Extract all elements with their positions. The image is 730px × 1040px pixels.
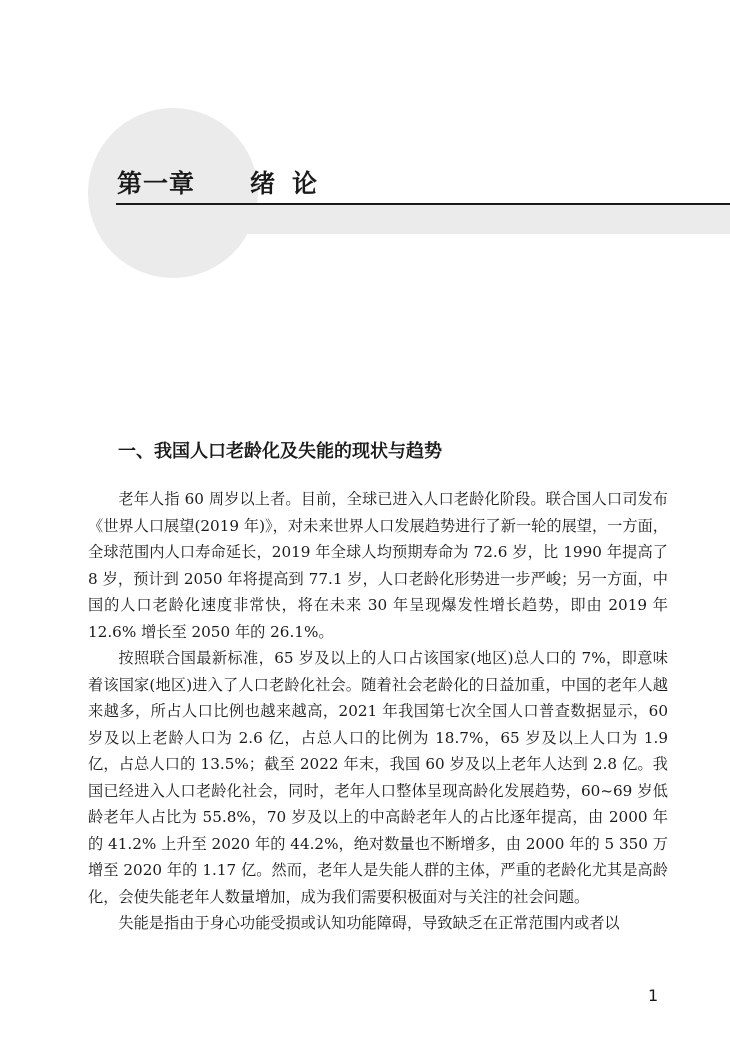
chapter-decoration-band <box>200 204 730 234</box>
chapter-label: 第一章 <box>117 169 196 198</box>
body-text <box>88 486 668 937</box>
chapter-rule <box>116 203 730 205</box>
paragraph: 失能是指由于身心功能受损或认知功能障碍，导致缺乏在正常范围内或者以 <box>118 914 620 932</box>
section-heading: 一、我国人口老龄化及失能的现状与趋势 <box>118 441 442 462</box>
page-number: 1 <box>648 986 659 1005</box>
paragraph: 按照联合国最新标准，65 岁及以上的人口占该国家(地区)总人口的 7%，即意味着该国家(地区)进入了人口老龄化社会。随着社会老龄化的日益加重，中国的老年人越来越多，所占人口比例也越来越高，2021 年我国第七次全国人口普查数据显示，60 岁及以上老龄人口为 2.6 亿，占总人口的比例为 18.7%，65 岁及以上人口为 1.9 亿，占总人口的 13.5%；截至 2022 年末，我国 60 岁及以上老年人达到 2.8 亿。我国已经进入人口老龄化社会，同时，老年人口整体呈现高龄化发展趋势，60~69 岁低龄老年人占比为 55.8%，70 岁及以上的中高龄老年人的占比逐年提高，由 2000 年的 41.2% 上升至 2020 年的 44.2%，绝对数量也不断增多，由 2000 年的 5 350 万增至 2020 年的 1.17 亿。然而，老年人是失能人群的主体，严重的老龄化尤其是高龄化，会使失能老年人数量增加，成为我们需要积极面对与关注的社会问题。 <box>88 649 668 906</box>
chapter-title: 绪论 <box>250 169 335 198</box>
paragraph: 老年人指 60 周岁以上者。目前，全球已进入人口老龄化阶段。联合国人口司发布《世界人口展望(2019 年)》，对未来世界人口发展趋势进行了新一轮的展望，一方面，全球范围内人口寿命延长，2019 年全球人均预期寿命为 72.6 岁，比 1990 年提高了 8 岁，预计到 2050 年将提高到 77.1 岁，人口老龄化形势进一步严峻；另一方面，中国的人口老龄化速度非常快，将在未来 30 年呈现爆发性增长趋势，即由 2019 年 12.6% 增长至 2050 年的 26.1%。 <box>88 490 668 641</box>
